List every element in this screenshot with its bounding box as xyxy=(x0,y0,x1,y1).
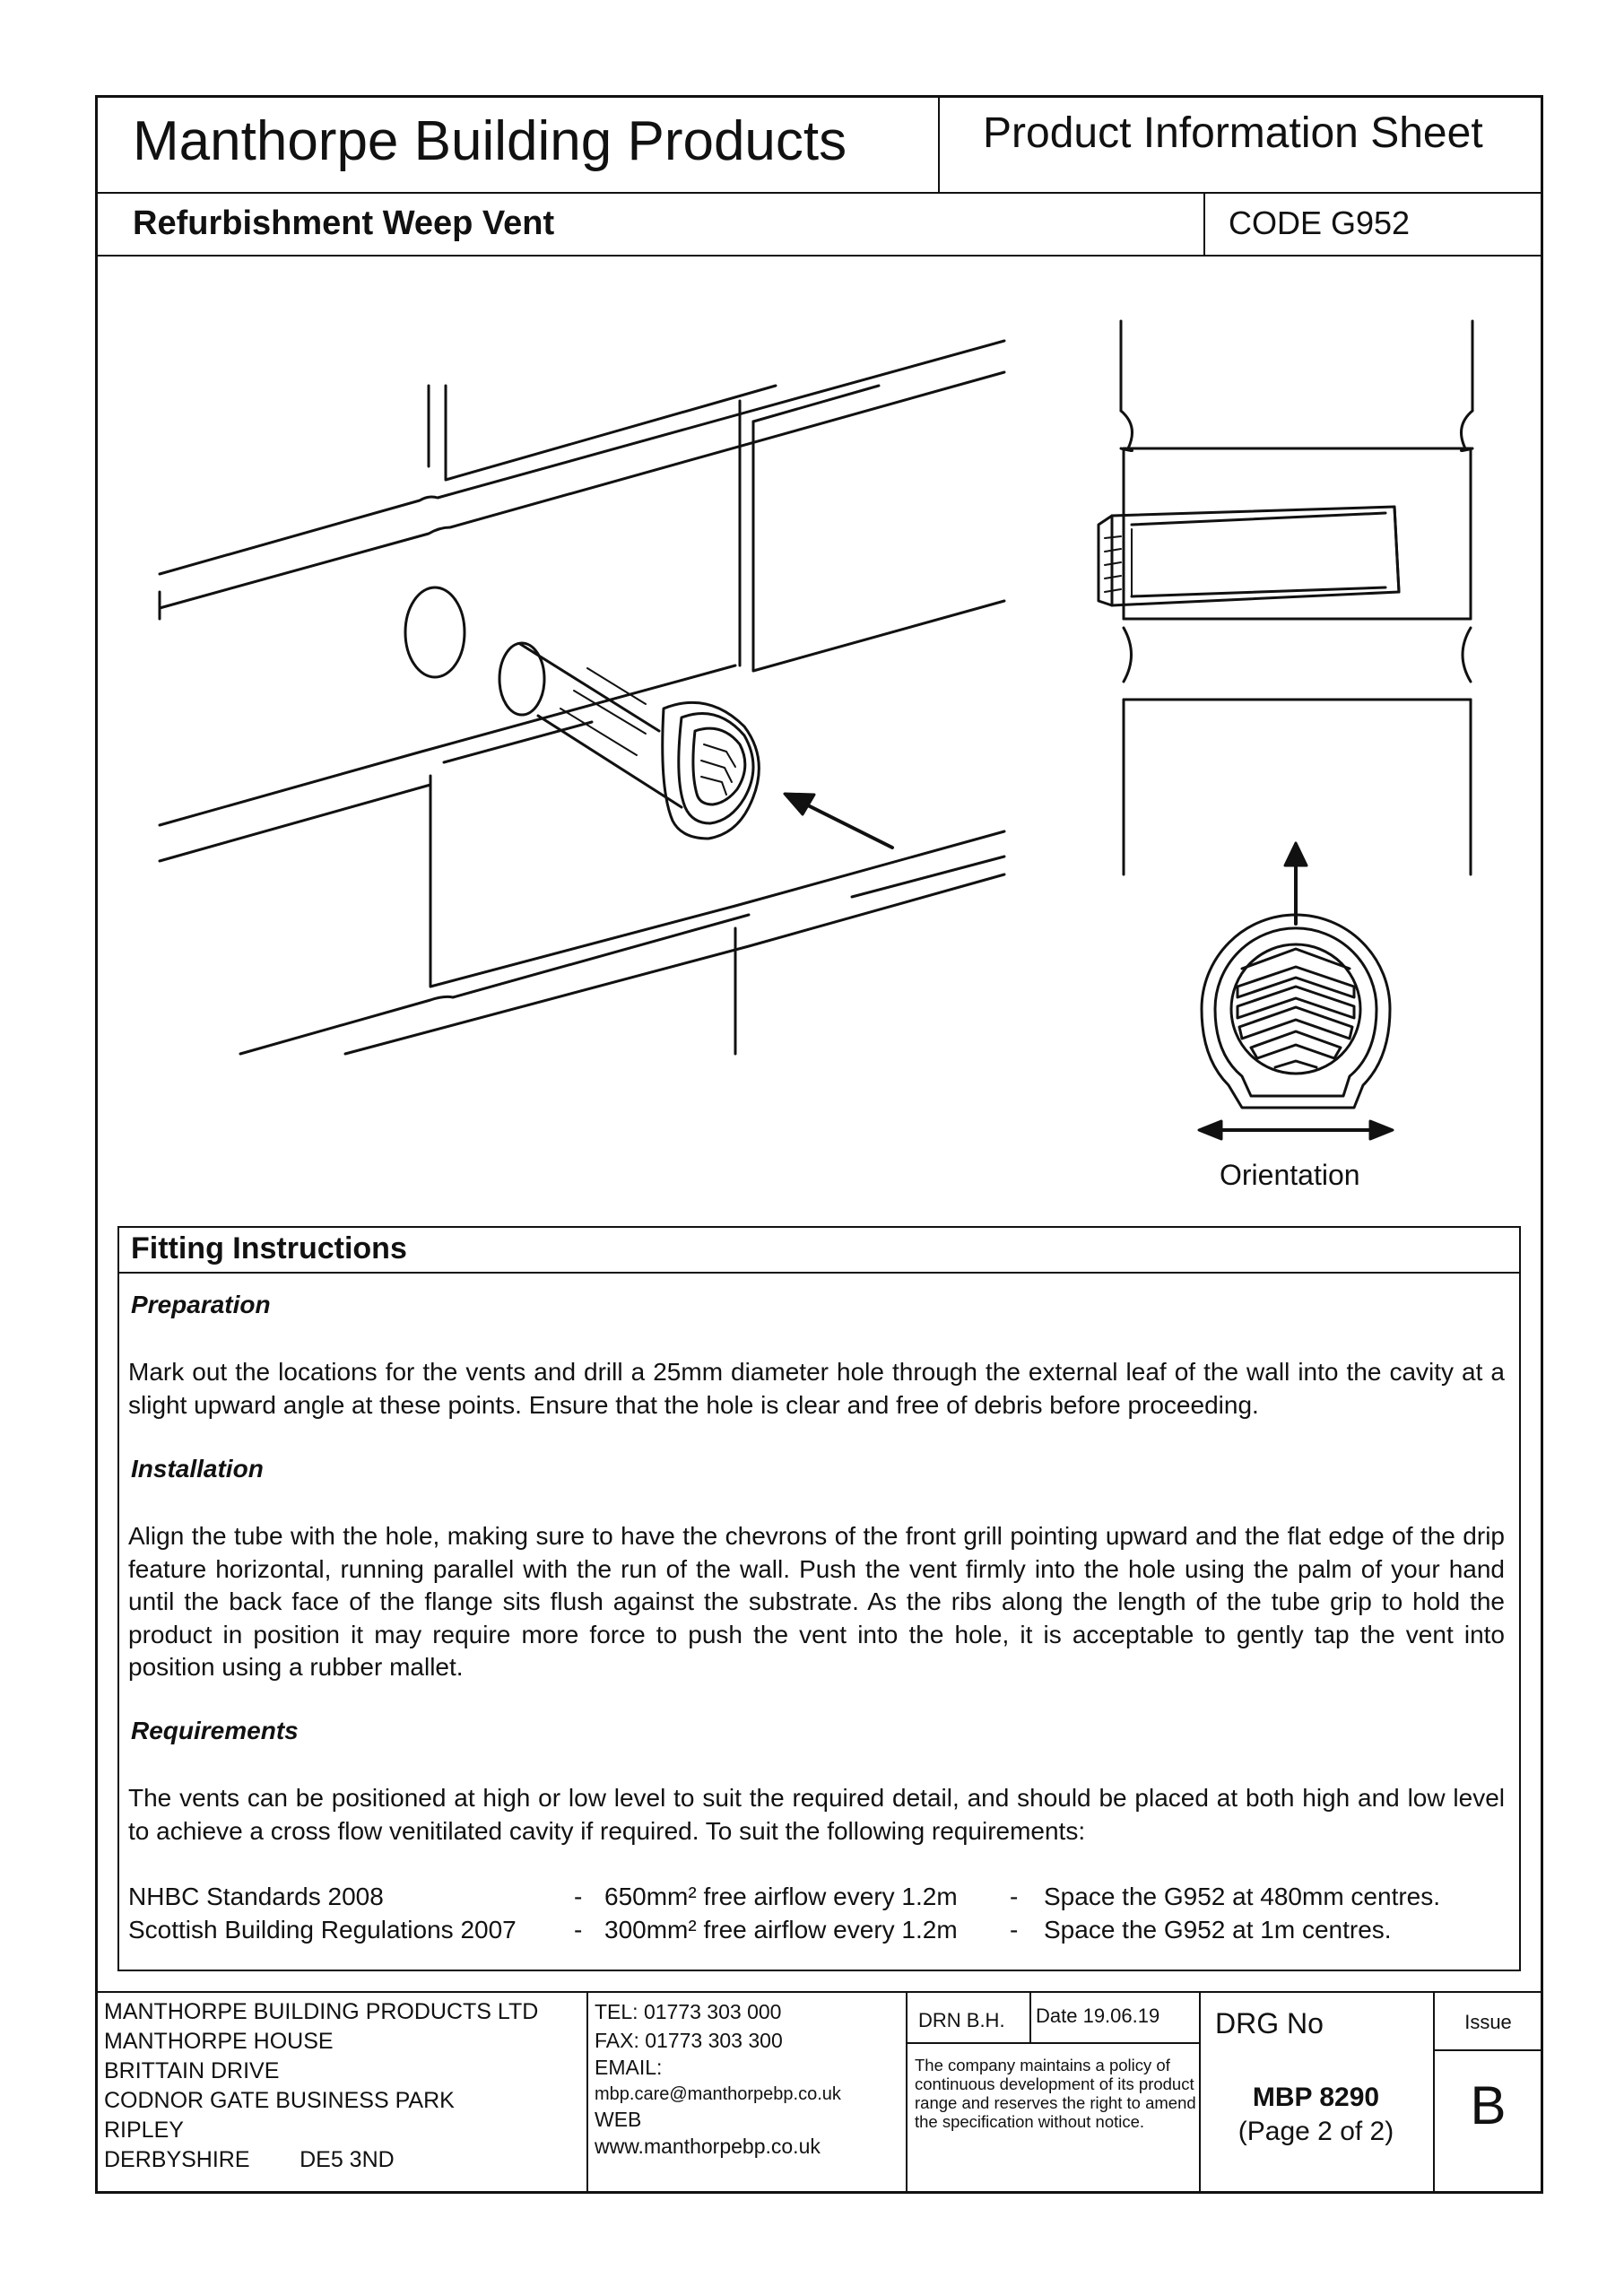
airflow-requirement: 300mm² free airflow every 1.2m xyxy=(604,1916,958,1944)
footer-issue-underline xyxy=(1433,2049,1543,2051)
footer-divider-drn xyxy=(1029,1991,1031,2042)
address-line: MANTHORPE BUILDING PRODUCTS LTD xyxy=(104,1999,539,2024)
issue-label: Issue xyxy=(1464,2011,1512,2033)
standard-name: Scottish Building Regulations 2007 xyxy=(128,1916,517,1944)
address-line: DERBYSHIRE DE5 3ND xyxy=(104,2147,395,2172)
fitting-title-divider xyxy=(117,1272,1521,1274)
installation-text: Align the tube with the hole, making sure to have the chevrons of the front grill pointing upward and the flat edge of the drip feature horizontal, running parallel with the run of the wall. Push the vent firmly into the hole using the palm of your hand until the back face of the flange sits flush against the substrate. As the ribs along the length of the tube grip to hold the product in position it may require more force to push the vent into the hole, it is acceptable to gently tap the vent into position using a rubber mallet. xyxy=(128,1522,1505,1681)
footer-top-border xyxy=(95,1991,1543,1993)
standard-name: NHBC Standards 2008 xyxy=(128,1883,384,1910)
drawn-by: DRN B.H. xyxy=(918,2009,1005,2031)
fitting-title: Fitting Instructions xyxy=(131,1231,407,1265)
product-name: Refurbishment Weep Vent xyxy=(133,204,555,242)
dash: - xyxy=(1010,1916,1019,1944)
preparation-heading: Preparation xyxy=(131,1291,271,1318)
installation-heading: Installation xyxy=(131,1455,264,1483)
dash: - xyxy=(574,1883,583,1910)
spacing-requirement: Space the G952 at 480mm centres. xyxy=(1044,1883,1441,1910)
address-line: BRITTAIN DRIVE xyxy=(104,2058,280,2083)
footer-divider-address xyxy=(586,1991,588,2194)
dash: - xyxy=(1010,1883,1019,1910)
fax: FAX: 01773 303 300 xyxy=(595,2029,783,2052)
address-line: MANTHORPE HOUSE xyxy=(104,2029,334,2054)
requirements-heading: Requirements xyxy=(131,1717,299,1744)
preparation-text: Mark out the locations for the vents and drill a 25mm diameter hole through the external leaf of the wall into the cavity at a slight upward angle at these points. Ensure that the hole is clear and free of debris before proceeding. xyxy=(128,1358,1505,1419)
spacing-requirement: Space the G952 at 1m centres. xyxy=(1044,1916,1392,1944)
document-type: Product Information Sheet xyxy=(983,109,1483,157)
footer-drn-underline xyxy=(906,2042,1199,2044)
address-line: CODNOR GATE BUSINESS PARK xyxy=(104,2088,455,2113)
email-label: EMAIL: xyxy=(595,2056,663,2079)
email-link[interactable]: mbp.care@manthorpebp.co.uk xyxy=(595,2084,841,2104)
drawing-date: Date 19.06.19 xyxy=(1036,2005,1160,2027)
address-line: RIPLEY xyxy=(104,2118,184,2143)
product-code: CODE G952 xyxy=(1229,204,1411,241)
drawing-number-label: DRG No xyxy=(1215,2007,1324,2039)
website-link[interactable]: www.manthorpebp.co.uk xyxy=(595,2135,821,2158)
web-label: WEB xyxy=(595,2108,642,2131)
airflow-requirement: 650mm² free airflow every 1.2m xyxy=(604,1883,958,1910)
requirements-text: The vents can be positioned at high or low level to suit the required detail, and should be placed at both high and low level to achieve a cross flow venitilated cavity if required. To suit the following requirements: xyxy=(128,1784,1505,1845)
drawing-number: MBP 8290 xyxy=(1252,2083,1380,2112)
policy-notice: The company maintains a policy of continuous development of its product range and reserves the right to amend the specification without notice. xyxy=(915,2056,1196,2131)
issue-value: B xyxy=(1470,2075,1507,2135)
company-name: Manthorpe Building Products xyxy=(133,110,847,172)
footer-divider-contact xyxy=(906,1991,908,2194)
page-indicator: (Page 2 of 2) xyxy=(1238,2117,1394,2146)
orientation-label: Orientation xyxy=(1220,1159,1360,1191)
dash: - xyxy=(574,1916,583,1944)
telephone: TEL: 01773 303 000 xyxy=(595,2000,782,2023)
